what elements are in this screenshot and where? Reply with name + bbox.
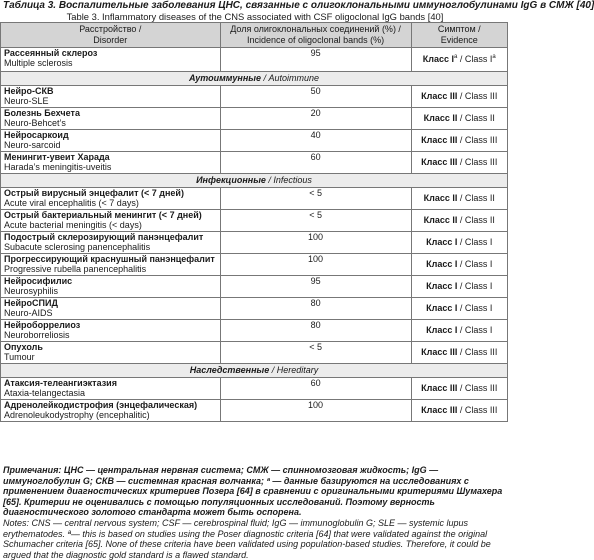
evidence-ru: Класс III [421,405,458,416]
section-row [1,174,508,188]
table-row [1,232,508,254]
disorder-en: Neuro-sarcoid [4,140,61,151]
disorder-cell [1,254,221,276]
disorder-ru: Острый бактериальный менингит (< 7 дней) [4,210,202,220]
header-evidence: Симптом / Evidence [411,23,507,48]
evidence-cell [411,108,507,130]
disorder-ru: Нейросаркоид [4,130,69,140]
disorder-cell [1,276,221,298]
disorder-en: Neuroborreliosis [4,330,70,341]
disorder-cell [1,130,221,152]
disorder-en: Neuro-Behcet’s [4,118,66,129]
disorder-ru: Прогрессирующий краснушный панэнцефалит [4,254,215,264]
incidence-cell: 100 [220,232,411,254]
disorder-en: Neuro-AIDS [4,308,53,319]
disorder-en: Tumour [4,352,35,363]
evidence-cell [411,232,507,254]
table-row [1,188,508,210]
incidence-cell: < 5 [220,342,411,364]
evidence-en: / Class I [457,237,493,248]
table-row [1,400,508,422]
evidence-cell [411,188,507,210]
evidence-en: / Class I [457,281,493,292]
evidence-ru: Класс I [426,325,458,336]
table-notes [3,465,507,560]
evidence-ru: Класс I [426,303,458,314]
evidence-en: / Class III [457,91,498,102]
incidence-cell: 40 [220,130,411,152]
disorder-cell [1,232,221,254]
evidence-ru: Класс II [423,215,458,226]
header-disorder: Расстройство / Disorder [1,23,221,48]
disorder-cell [1,298,221,320]
notes-ru: Примечания: ЦНС — центральная нервная система; СМЖ — спинномозговая жидкость; IgG — иммуноглобулин G; СКВ — системная красная волчанка; ª — данные базируются на исследованиях с применением диагностических критериев Позера [64] в сравнении с оригинальными критериями Шумахера [65]. Критерии не оценивались с помощью популяционных исследований. Поэтому верность диагностического золотого стандарта может быть оспорена. [3,465,503,518]
section-label-ru: Наследственные [189,365,270,375]
section-label [1,72,508,86]
header-incidence: Доля олигоклональных соединений (%) / Incidence of oligoclonal bands (%) [220,23,411,48]
disorder-cell [1,400,221,422]
disorder-ru: Нейроборрелиоз [4,320,81,330]
disorder-cell [1,210,221,232]
section-label-en: / Autoimmune [261,73,320,83]
disorder-cell [1,108,221,130]
evidence-ru: Класс III [421,91,458,102]
disorder-en: Neurosyphilis [4,286,59,297]
section-label-en: / Infectious [265,175,312,185]
table-row [1,210,508,232]
disorder-en: Harada’s meningitis-uveitis [4,162,112,173]
disorder-en: Neuro-SLE [4,96,49,107]
table-row [1,298,508,320]
table-body [1,48,508,422]
disorder-en: Subacute sclerosing panencephalitis [4,242,151,253]
disorder-en: Ataxia-telangectasia [4,388,86,399]
evidence-ru: Класс II [423,113,458,124]
disorder-cell [1,378,221,400]
incidence-cell: 100 [220,400,411,422]
evidence-cell [411,152,507,174]
disorder-cell [1,48,221,72]
disease-table [0,22,508,422]
evidence-cell [411,320,507,342]
evidence-cell [411,276,507,298]
evidence-cell [411,210,507,232]
evidence-cell [411,342,507,364]
disorder-ru: Нейросифилис [4,276,73,286]
table-row [1,130,508,152]
incidence-cell: 20 [220,108,411,130]
disorder-en: Acute viral encephalitis (< 7 days) [4,198,139,209]
disorder-ru: Болезнь Бехчета [4,108,80,118]
evidence-cell [411,298,507,320]
disorder-cell [1,320,221,342]
evidence-ru: Класс II [423,193,458,204]
disorder-cell [1,152,221,174]
incidence-cell: 80 [220,298,411,320]
section-label-ru: Аутоиммунные [188,73,261,83]
table-row [1,320,508,342]
disorder-ru: Подострый склерозирующий панэнцефалит [4,232,204,242]
evidence-ru: Класс I [426,281,458,292]
disorder-cell [1,342,221,364]
evidence-en: / Class III [457,347,498,358]
evidence-ru: Класс III [421,383,458,394]
incidence-cell: 50 [220,86,411,108]
evidence-cell [411,86,507,108]
evidence-en: / Class III [457,405,498,416]
caption-en: Table 3. Inflammatory diseases of the CNS associated with CSF oligoclonal IgG bands [40] [66,11,444,22]
disorder-ru: НейроСПИД [4,298,58,308]
section-label-en: / Hereditary [269,365,319,375]
disorder-ru: Адренолейкодистрофия (энцефалическая) [4,400,198,410]
footnote-mark: a [492,54,496,61]
disorder-en: Multiple sclerosis [4,58,73,69]
section-row [1,72,508,86]
caption-ru: Таблица 3. Воспалительные заболевания ЦНС, связанные с олигоклональными иммуноглобулинами IgG в СМЖ [40] [3,0,594,11]
footnote-mark: a [454,54,458,61]
incidence-cell: 60 [220,378,411,400]
disorder-ru: Опухоль [4,342,43,352]
table-row [1,48,508,72]
table-row [1,342,508,364]
evidence-ru: Класс I [426,237,458,248]
table-row [1,86,508,108]
notes-en: Notes: CNS — central nervous system; CSF — cerebrospinal fluid; IgG — immunoglobulin G; SLE — systemic lupus erythematodes. ª— this is based on studies using the Poser diagnostic criteria [64] that were validated against the original Schumacher criteria [65]. None of these criteria have been validated using population-based studies. Therefore, it could be argued that the diagnostic gold standard is a flawed standard. [3,517,491,560]
evidence-en: / Class I [457,325,493,336]
incidence-cell: 100 [220,254,411,276]
evidence-ru: Класс I [426,259,458,270]
evidence-en: / Class I [457,54,493,65]
section-label [1,364,508,378]
evidence-en: / Class III [457,157,498,168]
disorder-ru: Нейро-СКВ [4,86,54,96]
evidence-en: / Class I [457,303,493,314]
disorder-en: Acute bacterial meningitis (< days) [4,220,142,231]
evidence-ru: Класс I [422,54,455,65]
table-row [1,276,508,298]
evidence-en: / Class III [457,135,498,146]
evidence-ru: Класс III [421,347,458,358]
evidence-en: / Class II [457,193,495,204]
disorder-ru: Рассеянный склероз [4,48,98,58]
evidence-en: / Class III [457,383,498,394]
incidence-cell: < 5 [220,188,411,210]
evidence-en: / Class II [457,113,495,124]
disorder-cell [1,86,221,108]
disorder-ru: Атаксия-телеангиэктазия [4,378,117,388]
disorder-ru: Менингит-увеит Харада [4,152,110,162]
evidence-en: / Class I [457,259,493,270]
section-label-ru: Инфекционные [196,175,266,185]
section-label [1,174,508,188]
disorder-cell [1,188,221,210]
table-row [1,378,508,400]
evidence-en: / Class II [457,215,495,226]
evidence-cell [411,400,507,422]
evidence-cell [411,130,507,152]
evidence-ru: Класс III [421,135,458,146]
incidence-cell: 80 [220,320,411,342]
disorder-ru: Острый вирусный энцефалит (< 7 дней) [4,188,184,198]
table-row [1,152,508,174]
incidence-cell: < 5 [220,210,411,232]
incidence-cell: 95 [220,276,411,298]
section-row [1,364,508,378]
incidence-cell: 60 [220,152,411,174]
table-row [1,108,508,130]
evidence-cell [411,48,507,72]
disorder-en: Progressive rubella panencephalitis [4,264,147,275]
table-row [1,254,508,276]
incidence-cell: 95 [220,48,411,72]
evidence-cell [411,254,507,276]
disorder-en: Adrenoleukodystrophy (encephalitic) [4,410,150,421]
table-header-row [1,23,508,48]
evidence-ru: Класс III [421,157,458,168]
evidence-cell [411,378,507,400]
